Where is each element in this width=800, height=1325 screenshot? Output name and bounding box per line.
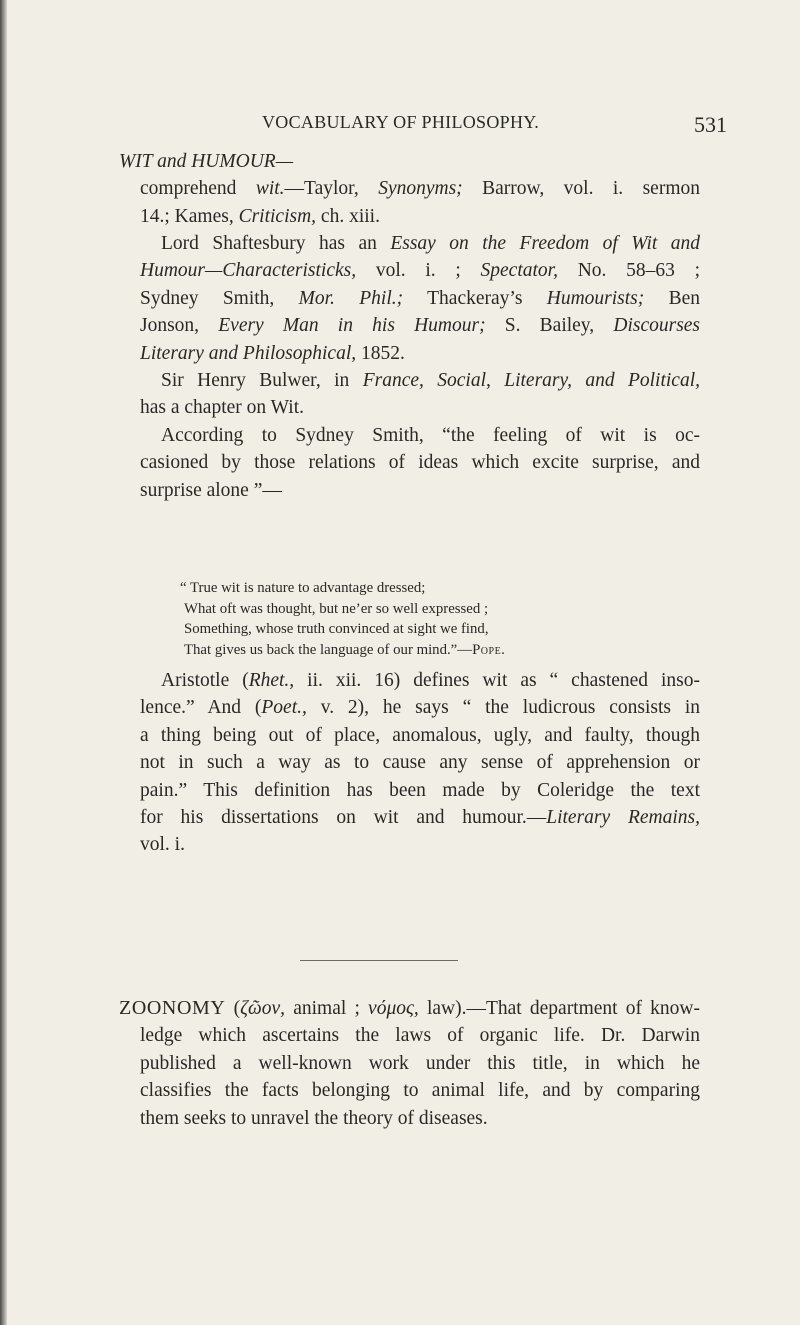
text-line: Literary and Philosophical, 1852. [140,342,405,364]
quote-line: What oft was thought, but ne’er so well expressed ; [184,600,489,617]
text-line: classifies the facts belonging to animal life, and by comparing [140,1080,700,1102]
text-line: Lord Shaftesbury has an Essay on the Freedom of Wit and [161,233,701,254]
page-number: 531 [694,112,727,137]
quote-line: That gives us back the language of our mind.”—Pope. [184,641,506,658]
wit-entry-heading: WIT and HUMOUR— [119,151,294,172]
wit-entry-paragraph-2 [140,230,700,367]
text-line: vol. i. [140,834,185,856]
wit-entry-paragraph-4 [140,422,700,504]
wit-entry-paragraph-3 [140,367,700,422]
text-line: According to Sydney Smith, “the feeling of wit is oc- [161,425,700,446]
text-line: Sir Henry Bulwer, in France, Social, Literary, and Political, [161,370,701,391]
text-line: Aristotle (Rhet., ii. xii. 16) defines wit as “ chastened inso- [161,670,701,691]
wit-entry-paragraph-1 [119,148,701,230]
text-line: casioned by those relations of ideas which excite surprise, and [140,452,700,474]
text-line: Jonson, Every Man in his Humour; S. Bailey, Discourses [140,315,701,337]
section-divider [300,960,458,961]
text-line: published a well-known work under this title, in which he [140,1052,700,1074]
text-line: has a chapter on Wit. [140,397,305,419]
quote-line: “ True wit is nature to advantage dressed; [180,580,426,596]
text-line: ZOONOMY (ζῶον, animal ; νόμος, law).—That department of know- [119,997,701,1019]
page-binding-edge [0,0,7,1325]
text-line: ledge which ascertains the laws of organic life. Dr. Darwin [140,1025,700,1047]
text-line: for his dissertations on wit and humour.—Literary Remains, [140,807,700,829]
text-line: a thing being out of place, anomalous, ugly, and faulty, though [140,724,700,746]
wit-entry-paragraph-5 [140,667,700,859]
pope-quotation [180,578,505,660]
text-line: Sydney Smith, Mor. Phil.; Thackeray’s Humourists; Ben [140,287,701,309]
running-header: VOCABULARY OF PHILOSOPHY. [262,112,540,132]
text-line: not in such a way as to cause any sense of apprehension or [140,752,700,774]
text-line: Humour—Characteristicks, vol. i. ; Spectator, No. 58–63 ; [140,260,700,282]
text-line: them seeks to unravel the theory of diseases. [140,1107,488,1129]
text-line: lence.” And (Poet., v. 2), he says “ the ludicrous consists in [140,697,700,719]
text-line: 14.; Kames, Criticism, ch. xiii. [140,205,380,227]
text-line: comprehend wit.—Taylor, Synonyms; Barrow, vol. i. sermon [140,178,701,200]
quote-line: Something, whose truth convinced at sight we find, [184,621,489,637]
text-line: pain.” This definition has been made by Coleridge the text [140,779,700,801]
text-line: surprise alone ”— [140,479,282,501]
quote-author: Pope. [472,641,506,658]
zoonomy-entry-heading: ZOONOMY [119,997,226,1019]
zoonomy-entry [119,995,701,1132]
